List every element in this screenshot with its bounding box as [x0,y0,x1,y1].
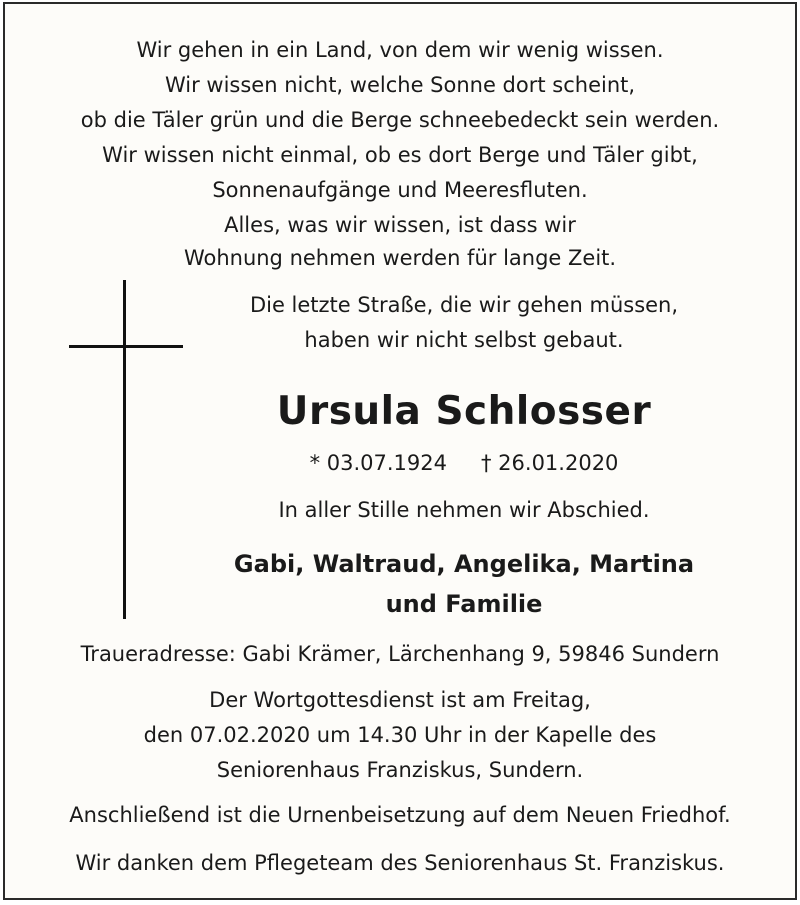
birth-date: * 03.07.1924 [309,451,447,475]
service-line: den 07.02.2020 um 14.30 Uhr in der Kapelle des [143,723,657,747]
farewell-text: In aller Stille nehmen wir Abschied. [278,498,650,522]
poem-line: Sonnenaufgänge und Meeresfluten. [212,178,588,202]
service-line: Seniorenhaus Franziskus, Sundern. [216,758,584,782]
poem-line: Wir wissen nicht einmal, ob es dort Berge und Täler gibt, [102,143,698,167]
poem-line: Wir gehen in ein Land, von dem wir wenig wissen. [136,38,664,62]
poem-line: Alles, was wir wissen, ist dass wir [224,213,576,237]
life-dates [133,449,795,477]
deceased-name: Ursula Schlosser [276,389,652,434]
family-names: Gabi, Waltraud, Angelika, Martina [233,550,695,578]
family-suffix: und Familie [385,590,543,618]
poem-closing-line: haben wir nicht selbst gebaut. [304,328,624,352]
poem-line: ob die Täler grün und die Berge schneebedeckt sein werden. [80,108,720,132]
poem-line: Wohnung nehmen werden für lange Zeit. [183,246,617,270]
thanks-text: Wir danken dem Pflegeteam des Seniorenhaus St. Franziskus. [75,851,725,875]
death-date: † 26.01.2020 [481,451,619,475]
cross-icon [123,280,126,619]
mourning-address: Traueradresse: Gabi Krämer, Lärchenhang 9, 59846 Sundern [80,642,720,666]
poem-line: Wir wissen nicht, welche Sonne dort scheint, [164,73,636,97]
poem-closing-line: Die letzte Straße, die wir gehen müssen, [249,293,679,317]
obituary-notice [3,2,797,900]
service-line: Der Wortgottesdienst ist am Freitag, [209,688,591,712]
burial-info: Anschließend ist die Urnenbeisetzung auf dem Neuen Friedhof. [69,803,731,827]
